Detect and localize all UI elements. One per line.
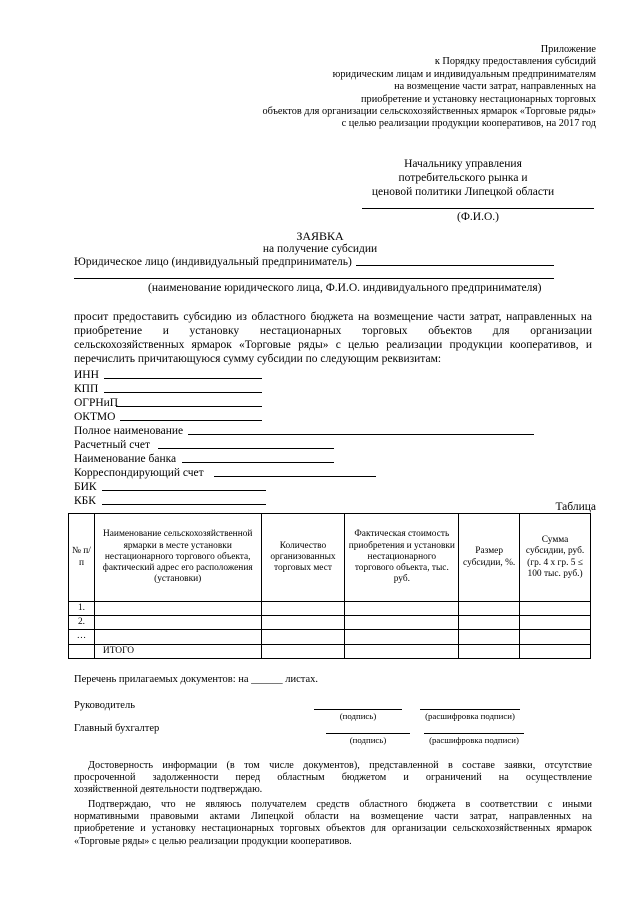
table-cell[interactable]	[459, 602, 520, 616]
head-signature-input[interactable]	[314, 709, 402, 710]
requisite-ogrnip-label: ОГРНиП	[74, 397, 119, 409]
table-caption: Таблица	[555, 501, 596, 513]
table-header-row	[69, 514, 591, 602]
row-number: 2.	[69, 616, 95, 630]
head-decode-input[interactable]	[420, 709, 520, 710]
confirm-line: Достоверность информации (в том числе документов), представленной в составе заявки, отсутствие	[88, 760, 592, 771]
appendix-line: с целью реализации продукции кооперативов, на 2017 год	[341, 118, 596, 130]
requisite-kpp-label: КПП	[74, 383, 99, 395]
requisite-bik-label: БИК	[74, 481, 97, 493]
ogrnip-input[interactable]	[116, 406, 262, 407]
accountant-signature-input[interactable]	[326, 733, 410, 734]
fio-caption: (Ф.И.О.)	[457, 211, 499, 223]
requisite-kbk-label: КБК	[74, 495, 96, 507]
appendix-line: юридическим лицам и индивидуальным предпринимателям	[332, 68, 596, 80]
appendix-line: на возмещение части затрат, направленных на	[394, 81, 596, 93]
table-cell[interactable]	[345, 616, 459, 630]
table-cell[interactable]	[261, 602, 345, 616]
table-cell[interactable]	[94, 630, 261, 644]
total-label: ИТОГО	[94, 644, 261, 658]
requisite-corr-account-label: Корреспондирующий счет	[74, 467, 204, 479]
table-cell[interactable]	[94, 602, 261, 616]
header-fair-name: Наименование сельскохозяйственной ярмарки в месте установки нестационарного торгового объекта, фактический адрес его расположения (установки)	[94, 514, 261, 602]
header-number: № п/п	[69, 514, 95, 602]
page-subtitle: на получение субсидии	[262, 243, 378, 255]
table-row	[69, 630, 591, 644]
table-cell[interactable]	[520, 616, 591, 630]
confirmation-paragraph-2	[74, 799, 592, 848]
confirm-line: хозяйственной деятельности подтверждаю.	[74, 784, 263, 796]
request-line: приобретение и установку нестационарных торговых объектов для организации	[74, 325, 592, 337]
table-cell[interactable]	[520, 602, 591, 616]
appendix-line: Приложение	[540, 44, 596, 55]
corr-account-input[interactable]	[214, 476, 376, 477]
kbk-input[interactable]	[102, 504, 266, 505]
account-input[interactable]	[158, 448, 334, 449]
appendix-line: приобретение и установку нестационарных торговых	[361, 93, 596, 105]
confirm-line: нормативными правовыми актами Липецкой области на возмещение части затрат, направленных на	[74, 811, 592, 823]
requisite-oktmo-label: ОКТМО	[74, 411, 116, 423]
requisite-account-label: Расчетный счет	[74, 439, 150, 451]
head-sign-caption: (подпись)	[339, 711, 377, 721]
page-title: ЗАЯВКА	[296, 229, 344, 243]
subsidy-table	[68, 513, 591, 659]
table-cell[interactable]	[459, 630, 520, 644]
table-cell[interactable]	[345, 644, 459, 658]
bik-input[interactable]	[102, 490, 266, 491]
accountant-label: Главный бухгалтер	[74, 723, 160, 734]
accountant-decode-input[interactable]	[424, 733, 524, 734]
table-cell[interactable]	[94, 616, 261, 630]
legal-entity-label: Юридическое лицо (индивидуальный предприниматель)	[74, 256, 352, 268]
accountant-decode-caption: (расшифровка подписи)	[429, 735, 519, 745]
accountant-sign-caption: (подпись)	[349, 735, 387, 745]
documents-list-text: Перечень прилагаемых документов: на ______ листах.	[74, 674, 319, 685]
table-row	[69, 602, 591, 616]
fullname-input[interactable]	[188, 434, 534, 435]
table-cell[interactable]	[520, 644, 591, 658]
header-places-count: Количество организованных торговых мест	[261, 514, 345, 602]
legal-entity-input-line2[interactable]	[74, 278, 554, 279]
requisite-bank-label: Наименование банка	[74, 453, 177, 465]
head-label: Руководитель	[74, 700, 135, 711]
addressee-line: ценовой политики Липецкой области	[371, 186, 555, 198]
legal-entity-input[interactable]	[356, 265, 554, 266]
requisite-fullname-label: Полное наименование	[74, 425, 184, 437]
addressee-line: потребительского рынка и	[398, 172, 528, 184]
table-cell[interactable]	[345, 602, 459, 616]
oktmo-input[interactable]	[120, 420, 262, 421]
confirmation-paragraph-1	[74, 760, 592, 797]
request-line: сельскохозяйственных ярмарок «Торговые ряды» с целью реализации продукции кооперативов, и	[74, 339, 592, 351]
addressee-line: Начальнику управления	[404, 158, 522, 170]
request-line: перечислить причитающуюся сумму субсидии по следующим реквизитам:	[74, 353, 442, 365]
appendix-header	[176, 44, 596, 131]
confirm-line: просроченной задолженности перед областным бюджетом и ограничений на осуществление	[74, 772, 592, 784]
kpp-input[interactable]	[104, 392, 262, 393]
table-cell[interactable]	[459, 644, 520, 658]
table-cell[interactable]	[520, 630, 591, 644]
table-cell[interactable]	[261, 630, 345, 644]
header-subsidy-percent: Размер субсидии, %.	[459, 514, 520, 602]
confirm-line: Подтверждаю, что не являюсь получателем средств областного бюджета в соответствии с иными	[88, 799, 592, 810]
table-cell[interactable]	[459, 616, 520, 630]
row-number: …	[69, 630, 95, 644]
request-line: просит предоставить субсидию из областного бюджета на возмещение части затрат, направленных на	[74, 311, 592, 323]
table-cell[interactable]	[261, 616, 345, 630]
header-cost: Фактическая стоимость приобретения и установки нестационарного торгового объекта, тыс. руб.	[345, 514, 459, 602]
requisite-inn-label: ИНН	[74, 369, 99, 381]
inn-input[interactable]	[104, 378, 262, 379]
name-caption: (наименование юридического лица, Ф.И.О. индивидуального предпринимателя)	[148, 282, 542, 294]
addressee-block	[358, 157, 568, 199]
table-row	[69, 616, 591, 630]
table-cell[interactable]	[345, 630, 459, 644]
appendix-line: к Порядку предоставления субсидий	[434, 56, 596, 68]
table-total-row	[69, 644, 591, 658]
request-paragraph	[74, 310, 592, 366]
table-cell[interactable]	[261, 644, 345, 658]
confirm-line: «Торговые ряды» с целью реализации продукции кооперативов.	[74, 835, 352, 847]
table-cell	[69, 644, 95, 658]
head-decode-caption: (расшифровка подписи)	[425, 711, 515, 721]
confirm-line: приобретение и установку нестационарных торговых объектов для организации сельскохозяйственных ярмарок	[74, 823, 592, 835]
header-subsidy-sum: Сумма субсидии, руб. (гр. 4 х гр. 5 ≤ 100 тыс. руб.)	[520, 514, 591, 602]
bank-input[interactable]	[182, 462, 334, 463]
row-number: 1.	[69, 602, 95, 616]
appendix-line: объектов для организации сельскохозяйственных ярмарок «Торговые ряды»	[262, 106, 596, 118]
fio-input-line[interactable]	[362, 208, 594, 209]
